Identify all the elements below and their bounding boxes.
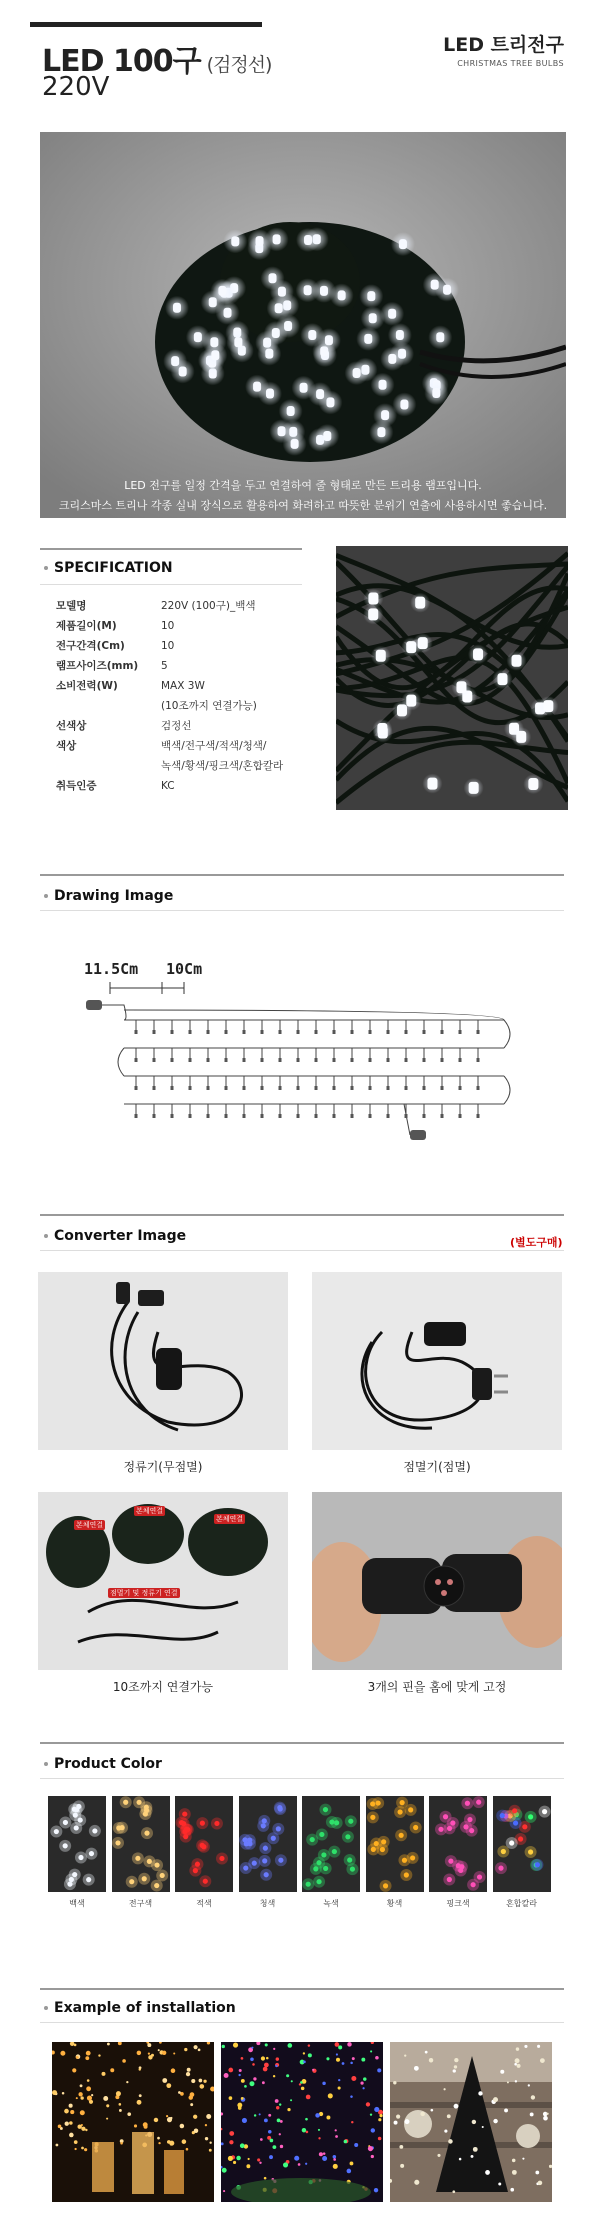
brand-ko: LED 트리전구: [443, 34, 564, 56]
diagram-bulb: [135, 1114, 138, 1118]
led-bulb: [256, 236, 264, 246]
color-swatch-label: 청색: [259, 1899, 276, 1908]
diagram-bulb: [423, 1086, 426, 1090]
rectifier-caption: 정류기(무점멸): [123, 1460, 203, 1474]
led-bulb: [275, 303, 283, 313]
led-bulb: [381, 410, 389, 420]
led-bulb: [231, 236, 239, 246]
diagram-bulb: [171, 1030, 174, 1034]
led-bulb: [194, 332, 202, 342]
header-bar: [30, 22, 262, 27]
color-swatch-label: 핑크색: [446, 1899, 470, 1908]
callout-controller: 점멸기 및 정류기 연결: [110, 1589, 178, 1597]
led-bulb: [431, 280, 439, 290]
spec-value: 검정선: [161, 720, 192, 732]
color-swatch-label: 적색: [196, 1899, 212, 1908]
diagram-bulb: [243, 1058, 246, 1062]
diagram-bulb: [405, 1086, 408, 1090]
diagram-bulb: [171, 1086, 174, 1090]
diagram-bulb: [333, 1058, 336, 1062]
spec-underline: [40, 584, 302, 585]
color-swatch-item: [112, 1796, 170, 1909]
drawing-divider: [40, 874, 564, 876]
trees-image: [221, 2042, 383, 2202]
color-swatch-item: [366, 1796, 424, 1909]
diagram-bulb: [207, 1058, 210, 1062]
led-bulb: [367, 291, 375, 301]
dimension-lead: 11.5Cm: [84, 960, 139, 978]
rectifier-image: [38, 1272, 288, 1450]
diagram-bulb: [243, 1114, 246, 1118]
spec-row: [56, 596, 306, 616]
candles-image: [52, 2042, 214, 2202]
diagram-bulb: [207, 1030, 210, 1034]
led-bulb: [427, 778, 437, 790]
led-bulb: [388, 354, 396, 364]
led-bulb: [171, 356, 179, 366]
diagram-bulb: [225, 1058, 228, 1062]
color-swatch-item: [493, 1796, 551, 1909]
diagram-bulb: [387, 1030, 390, 1034]
spec-key: 램프사이즈(mm): [56, 660, 139, 672]
hero-photo: [40, 132, 566, 518]
hero-line-1: LED 전구를 일정 간격을 두고 연결하여 줄 형태로 만든 트리용 램프입니다.: [124, 479, 482, 492]
spec-value: 녹색/황색/핑크색/혼합칼라: [161, 760, 284, 772]
diagram-bulb: [243, 1086, 246, 1090]
diagram-bulb: [189, 1114, 192, 1118]
diagram-bulb: [153, 1058, 156, 1062]
converter-title: Converter Image: [44, 1228, 186, 1244]
spec-value: 220V (100구)_백색: [161, 600, 256, 612]
dimension-spacing: 10Cm: [166, 960, 203, 978]
diagram-bulb: [153, 1086, 156, 1090]
converter-underline: [40, 1250, 564, 1251]
spec-key: 전구간격(Cm): [56, 640, 125, 652]
diagram-bulb: [405, 1030, 408, 1034]
led-bulb: [368, 608, 378, 620]
diagram-bulb: [333, 1086, 336, 1090]
diagram-bulb: [315, 1030, 318, 1034]
diagram-bulb: [369, 1030, 372, 1034]
led-bulb: [497, 673, 507, 685]
color-swatch-label: 전구색: [128, 1899, 153, 1908]
led-bulb: [388, 309, 396, 319]
connection-caption: 10조까지 연결가능: [112, 1680, 214, 1694]
color-swatch-image: [175, 1796, 233, 1892]
diagram-bulb: [423, 1030, 426, 1034]
diagram-bulb: [189, 1058, 192, 1062]
led-bulb: [406, 695, 416, 707]
led-bulb: [528, 778, 538, 790]
diagram-bulb: [333, 1030, 336, 1034]
led-closeup-image: [336, 546, 568, 810]
led-bulb: [353, 368, 361, 378]
diagram-bulb: [333, 1114, 336, 1118]
color-swatch-image: [112, 1796, 170, 1892]
led-bulb: [173, 303, 181, 313]
spec-row: [56, 656, 306, 676]
diagram-bulb: [261, 1058, 264, 1062]
diagram-bulb: [297, 1086, 300, 1090]
led-bulb: [304, 235, 312, 245]
rectifier-photo: [38, 1272, 288, 1450]
diagram-bulb: [477, 1058, 480, 1062]
plug-connector-start: [86, 1000, 102, 1010]
spec-row: [56, 616, 306, 636]
led-bulb: [456, 681, 466, 693]
spec-divider: [40, 548, 302, 550]
diagram-bulb: [369, 1114, 372, 1118]
diagram-bulb: [153, 1030, 156, 1034]
pins-image: [312, 1492, 562, 1670]
led-bulb: [323, 431, 331, 441]
color-swatch-image: [302, 1796, 360, 1892]
spec-value: MAX 3W: [161, 680, 205, 692]
spec-value: 10: [161, 620, 175, 632]
led-bulb: [376, 650, 386, 662]
pins-caption: 3개의 핀을 홈에 맞게 고정: [367, 1680, 507, 1694]
callout-body-2: 본체연결: [136, 1507, 164, 1515]
led-bulb: [265, 349, 273, 359]
install-photo-trees: [221, 2042, 383, 2202]
led-bulb: [287, 406, 295, 416]
product-color-title: Product Color: [44, 1756, 162, 1772]
color-swatch-image: [429, 1796, 487, 1892]
led-bulb: [210, 337, 218, 347]
led-bulb: [516, 731, 526, 743]
install-divider: [40, 1988, 564, 1990]
string-diagram: [84, 980, 524, 1150]
led-bulb: [377, 723, 387, 735]
diagram-bulb: [207, 1086, 210, 1090]
spec-row: [56, 636, 306, 656]
spec-key: 취득인증: [56, 780, 97, 792]
color-swatch-image: [48, 1796, 106, 1892]
diagram-bulb: [423, 1058, 426, 1062]
diagram-bulb: [225, 1114, 228, 1118]
diagram-bulb: [441, 1086, 444, 1090]
led-bulb: [473, 648, 483, 660]
diagram-bulb: [279, 1058, 282, 1062]
diagram-bulb: [297, 1030, 300, 1034]
connection-image: [38, 1492, 288, 1670]
mall-image: [390, 2042, 552, 2202]
flasher-photo: [312, 1272, 562, 1450]
spec-value: 백색/전구색/적색/청색/: [161, 740, 267, 752]
diagram-bulb: [441, 1058, 444, 1062]
spec-value: 10: [161, 640, 175, 652]
diagram-bulb: [135, 1086, 138, 1090]
diagram-bulb: [423, 1114, 426, 1118]
color-swatch-item: [239, 1796, 297, 1909]
hero-description: [40, 476, 566, 516]
diagram-bulb: [459, 1114, 462, 1118]
hero-line-2: 크리스마스 트리나 각종 실내 장식으로 활용하여 화려하고 따뜻한 분위기 연출에 사용하시면 좋습니다.: [58, 499, 548, 512]
led-bulb: [300, 383, 308, 393]
color-swatch-label: 황색: [386, 1899, 403, 1908]
diagram-bulb: [351, 1058, 354, 1062]
installation-title: Example of installation: [44, 2000, 236, 2016]
spec-photo: [336, 546, 568, 810]
diagram-bulb: [135, 1030, 138, 1034]
callout-body-3: 본체연결: [216, 1515, 244, 1523]
diagram-bulb: [207, 1114, 210, 1118]
color-swatch-image: [493, 1796, 551, 1892]
diagram-bulb: [351, 1086, 354, 1090]
color-swatch-image: [239, 1796, 297, 1892]
diagram-bulb: [225, 1030, 228, 1034]
led-bulb: [273, 234, 281, 244]
color-swatch-label: 혼합칼라: [506, 1899, 537, 1908]
color-swatch-label: 녹색: [323, 1899, 339, 1908]
diagram-bulb: [261, 1030, 264, 1034]
led-bulb: [364, 334, 372, 344]
diagram-bulb: [369, 1086, 372, 1090]
color-swatch-item: [48, 1796, 106, 1909]
spec-value: KC: [161, 780, 175, 792]
led-bulb: [369, 313, 377, 323]
diagram-bulb: [279, 1114, 282, 1118]
spec-table: [56, 596, 306, 796]
install-underline: [40, 2022, 564, 2023]
voltage-label: 220V: [42, 72, 110, 102]
title-sub: (검정선): [206, 54, 272, 76]
diagram-bulb: [261, 1114, 264, 1118]
spec-key: [56, 696, 161, 716]
spec-row: [56, 676, 306, 696]
led-bulb: [272, 328, 280, 338]
diagram-bulb: [387, 1086, 390, 1090]
color-underline: [40, 1778, 564, 1779]
led-bulb: [224, 308, 232, 318]
led-bulb: [415, 597, 425, 609]
diagram-bulb: [459, 1030, 462, 1034]
diagram-bulb: [315, 1058, 318, 1062]
led-bulb: [325, 335, 333, 345]
led-string-hero-image: [40, 132, 566, 518]
callout-body-1: 본체연결: [76, 1521, 104, 1529]
diagram-bulb: [477, 1086, 480, 1090]
diagram-bulb: [387, 1114, 390, 1118]
led-bulb: [432, 388, 440, 398]
install-photo-candles: [52, 2042, 214, 2202]
color-swatch-list: [48, 1796, 556, 1926]
diagram-bulb: [315, 1114, 318, 1118]
diagram-bulb: [459, 1058, 462, 1062]
spec-row: [56, 736, 306, 756]
diagram-bulb: [441, 1030, 444, 1034]
led-bulb: [368, 593, 378, 605]
connection-photo: [38, 1492, 288, 1670]
diagram-bulb: [189, 1030, 192, 1034]
diagram-bulb: [189, 1086, 192, 1090]
spec-key: 소비전력(W): [56, 680, 118, 692]
color-swatch-item: [302, 1796, 360, 1909]
diagram-bulb: [351, 1114, 354, 1118]
spec-key: 모델명: [56, 600, 87, 612]
color-swatch-image: [366, 1796, 424, 1892]
led-bulb: [234, 337, 242, 347]
diagram-bulb: [171, 1114, 174, 1118]
diagram-bulb: [225, 1086, 228, 1090]
led-bulb: [266, 389, 274, 399]
diagram-bulb: [297, 1114, 300, 1118]
diagram-bulb: [279, 1086, 282, 1090]
diagram-bulb: [261, 1086, 264, 1090]
led-bulb: [291, 439, 299, 449]
diagram-bulb: [351, 1030, 354, 1034]
diagram-bulb: [477, 1030, 480, 1034]
separate-purchase-note: (별도구매): [510, 1236, 563, 1249]
brand-block: [443, 30, 564, 68]
led-bulb: [379, 380, 387, 390]
spec-key: 제품길이(M): [56, 620, 117, 632]
diagram-bulb: [459, 1086, 462, 1090]
install-photo-mall: [390, 2042, 552, 2202]
drawing-title: Drawing Image: [44, 888, 173, 904]
led-bulb: [304, 285, 312, 295]
pins-photo: [312, 1492, 562, 1670]
spec-title: SPECIFICATION: [44, 560, 173, 576]
color-swatch-item: [175, 1796, 233, 1909]
led-bulb: [418, 637, 428, 649]
led-bulb: [436, 332, 444, 342]
led-bulb: [543, 700, 553, 712]
led-bulb: [399, 239, 407, 249]
diagram-bulb: [315, 1086, 318, 1090]
led-bulb: [377, 427, 385, 437]
diagram-bulb: [387, 1058, 390, 1062]
diagram-bulb: [135, 1058, 138, 1062]
diagram-bulb: [441, 1114, 444, 1118]
spec-value: (10조까지 연결가능): [161, 700, 257, 712]
flasher-caption: 점멸기(점멸): [403, 1460, 471, 1474]
led-bulb: [512, 655, 522, 667]
diagram-bulb: [171, 1058, 174, 1062]
led-bulb: [469, 782, 479, 794]
spec-key: [56, 756, 161, 776]
diagram-bulb: [279, 1030, 282, 1034]
diagram-bulb: [153, 1114, 156, 1118]
color-divider: [40, 1742, 564, 1744]
spec-row: [56, 776, 306, 796]
led-bulb: [320, 286, 328, 296]
spec-row: [56, 696, 306, 716]
converter-divider: [40, 1214, 564, 1216]
led-bulb: [269, 273, 277, 283]
diagram-bulb: [405, 1114, 408, 1118]
brand-en: CHRISTMAS TREE BULBS: [457, 59, 564, 68]
diagram-bulb: [297, 1058, 300, 1062]
flasher-image: [312, 1272, 562, 1450]
spec-key: 색상: [56, 740, 77, 752]
spec-row: [56, 756, 306, 776]
led-bulb: [218, 286, 226, 296]
drawing-underline: [40, 910, 564, 911]
led-bulb: [338, 290, 346, 300]
led-bulb: [316, 389, 324, 399]
led-bulb: [308, 330, 316, 340]
diagram-bulb: [477, 1114, 480, 1118]
diagram-bulb: [243, 1030, 246, 1034]
color-swatch-label: 백색: [69, 1899, 85, 1908]
spec-value: 5: [161, 660, 168, 672]
diagram-bulb: [369, 1058, 372, 1062]
led-bulb: [400, 399, 408, 409]
led-bulb: [396, 330, 404, 340]
color-swatch-item: [429, 1796, 487, 1909]
spec-key: 선색상: [56, 720, 87, 732]
title-text: LED 100구: [42, 44, 201, 79]
spec-row: [56, 716, 306, 736]
plug-connector-end: [410, 1130, 426, 1140]
diagram-bulb: [405, 1058, 408, 1062]
